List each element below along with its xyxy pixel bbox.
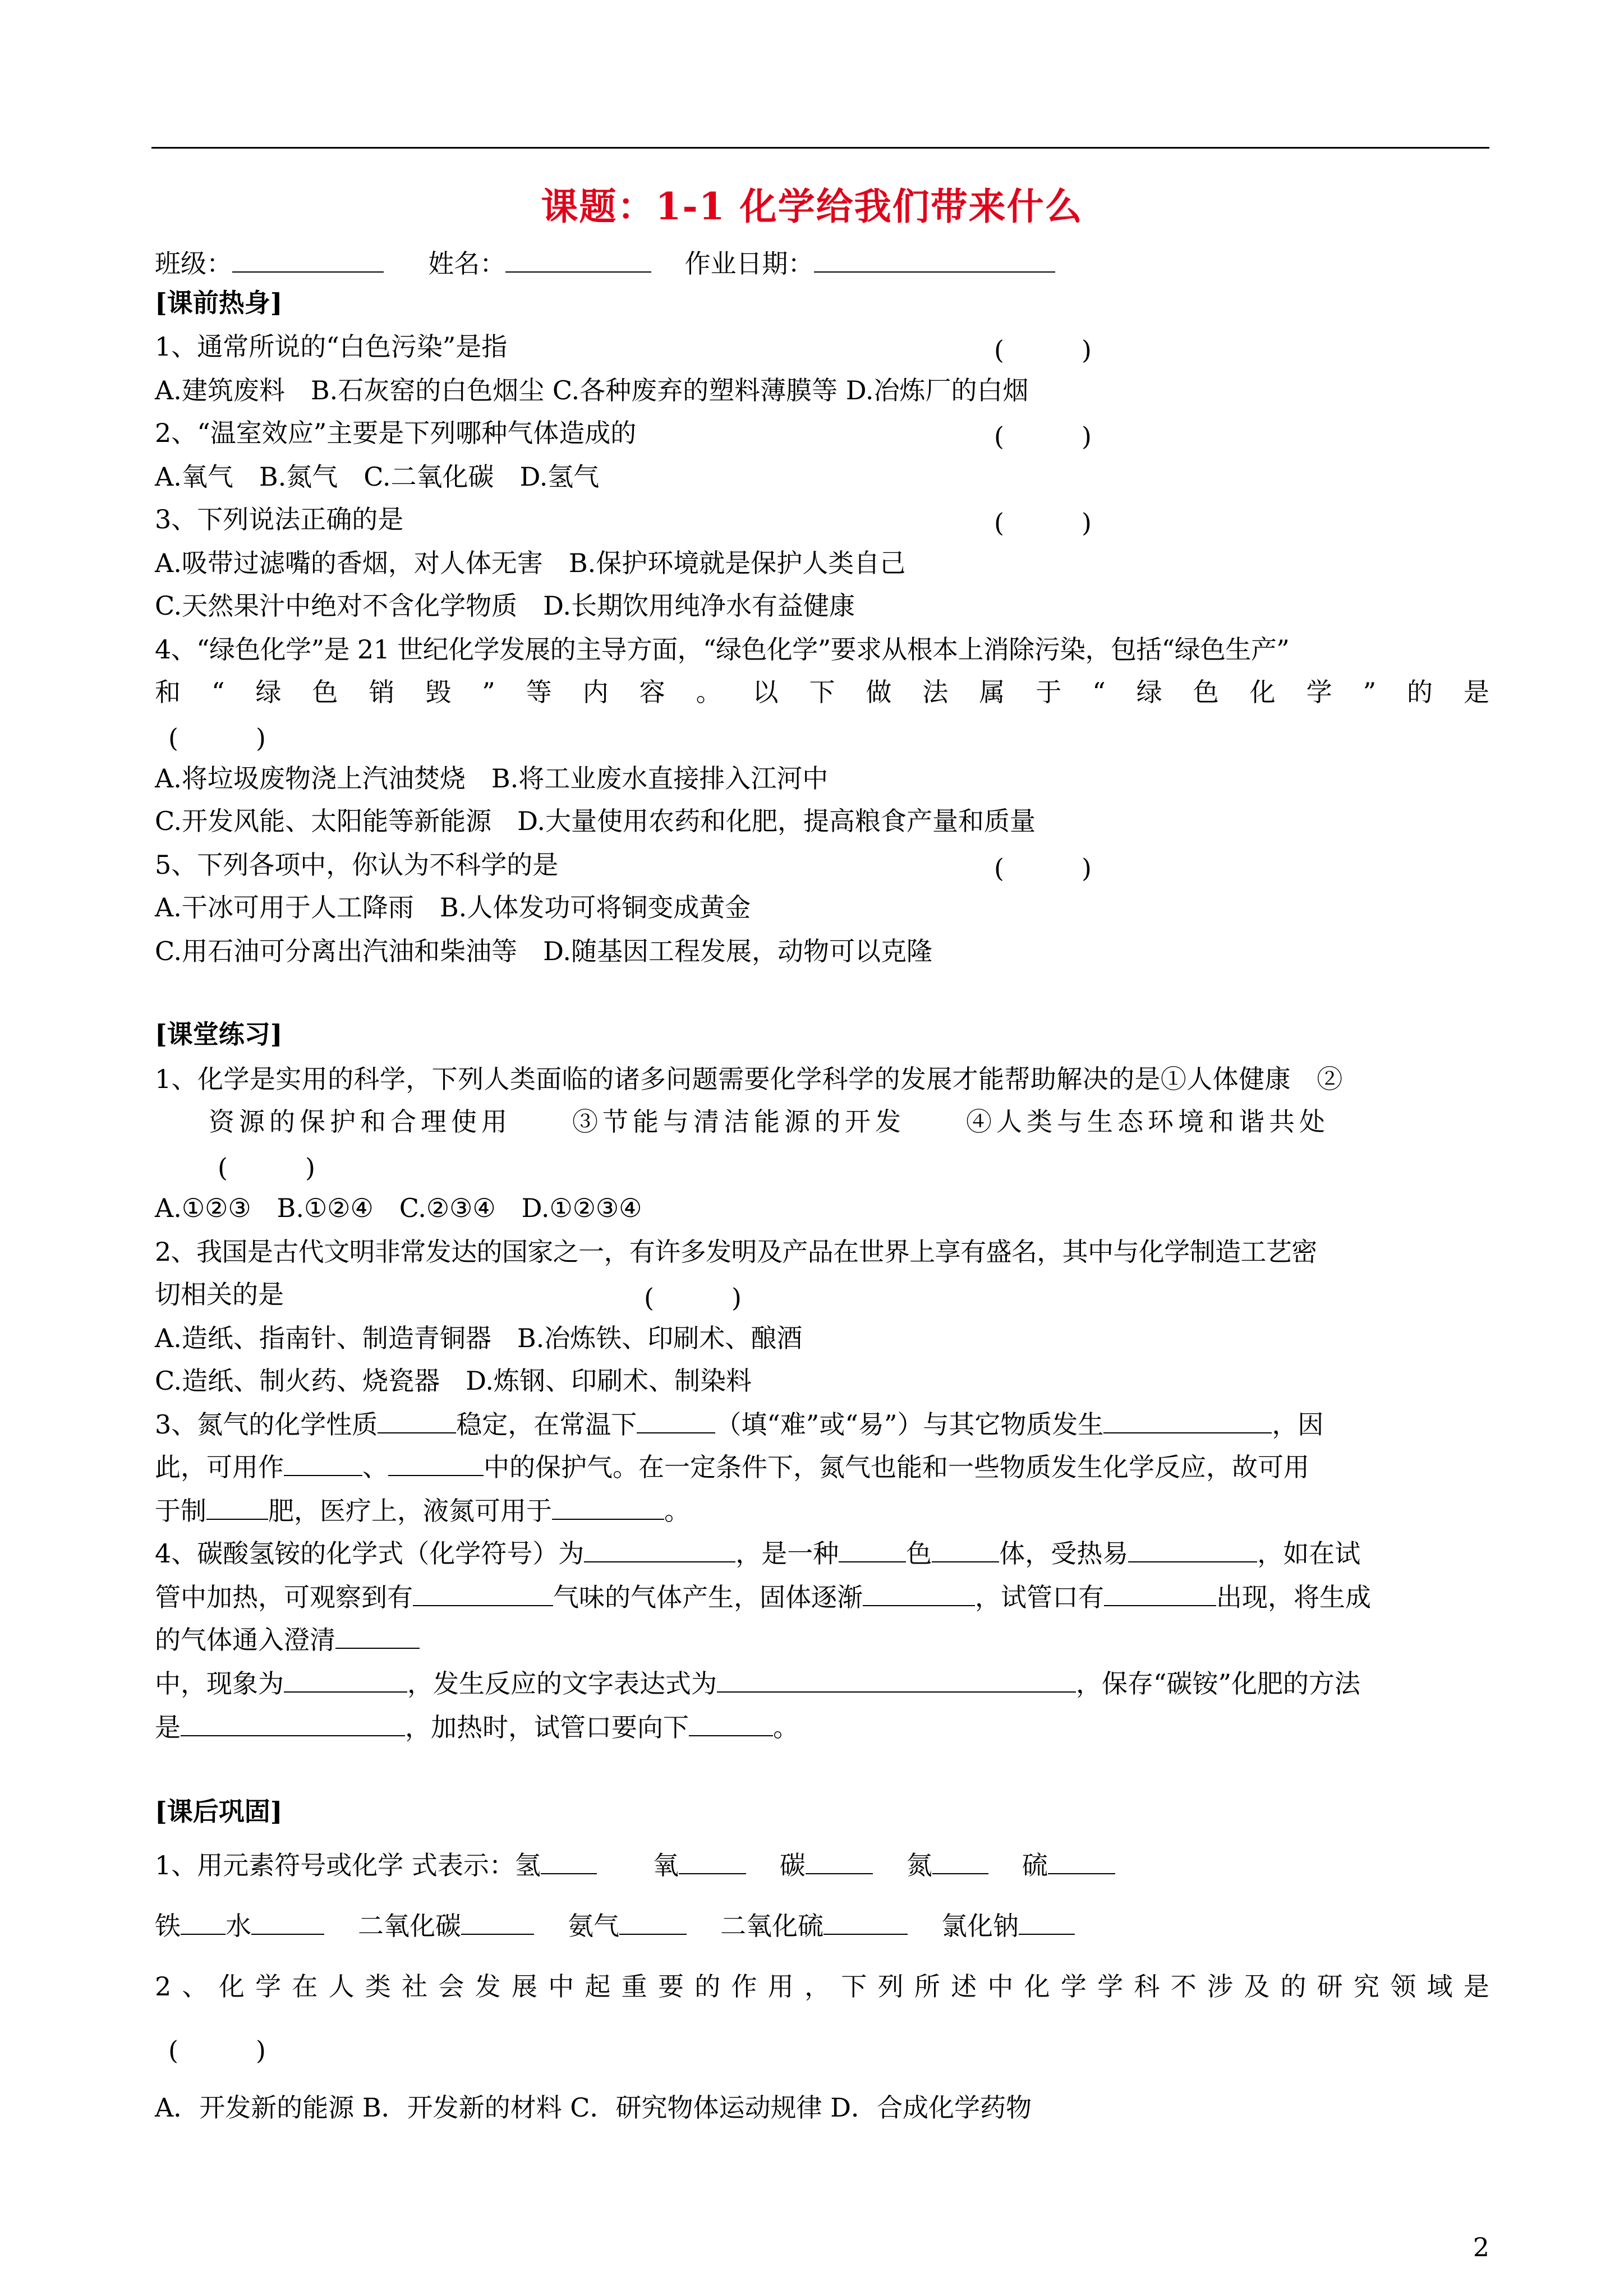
practice-q4-line-5: 是 ，加热时，试管口要向下 。 <box>155 1711 1489 1744</box>
blank-field[interactable] <box>413 1580 553 1606</box>
answer-paren[interactable]: ( ) <box>218 1152 315 1183</box>
blank-field[interactable] <box>1019 1909 1075 1935</box>
practice-q4-line-1: 4、碳酸氢铵的化学式（化学符号）为 ，是一种 色 体，受热易 ，如在试 <box>155 1537 1489 1570</box>
blank-field[interactable] <box>619 1909 687 1935</box>
blank-field[interactable] <box>206 1494 268 1520</box>
warmup-q1-options: A.建筑废料 B.石灰窑的白色烟尘 C.各种废弃的塑料薄膜等 D.冶炼厂的白烟 <box>155 375 1029 405</box>
blank-field[interactable] <box>284 1450 362 1476</box>
blank-field[interactable] <box>251 1909 324 1935</box>
practice-q3-line-1: 3、氮气的化学性质 稳定，在常温下 （填“难”或“易”）与其它物质发生 ，因 <box>155 1408 1489 1441</box>
blank-field[interactable] <box>689 1711 773 1736</box>
blank-field[interactable] <box>1128 1537 1257 1562</box>
blank-field[interactable] <box>863 1580 975 1606</box>
blank-field[interactable] <box>1048 1848 1115 1874</box>
page-title: 课题：1-1 化学给我们带来什么 <box>541 185 1083 228</box>
blank-field[interactable] <box>461 1909 534 1935</box>
practice-q3-line-2: 此，可用作 、 中的保护气。在一定条件下，氮气也能和一些物质发生化学反应，故可用 <box>155 1450 1489 1484</box>
consolidate-q1-row-2: 铁 水 二氧化碳 氨气 二氧化硫 氯化钠 <box>155 1909 1489 1943</box>
warmup-q1: 1、通常所说的“白色污染”是指 <box>155 331 508 362</box>
practice-q4-line-3: 的气体通入澄清 <box>155 1623 1489 1657</box>
name-field[interactable] <box>505 247 651 273</box>
warmup-q2-options: A.氧气 B.氮气 C.二氧化碳 D.氢气 <box>155 462 600 492</box>
blank-field[interactable] <box>823 1909 908 1935</box>
blank-field[interactable] <box>541 1848 597 1874</box>
answer-paren[interactable]: ( ) <box>994 853 1092 883</box>
blank-field[interactable] <box>637 1408 715 1433</box>
blank-field[interactable] <box>1103 1408 1272 1433</box>
blank-field[interactable] <box>1104 1580 1216 1606</box>
section-warmup: [课前热身] <box>155 288 283 318</box>
practice-q2-options-2: C.造纸、制火药、烧瓷器 D.炼钢、印刷术、制染料 <box>155 1366 752 1396</box>
section-consolidate: [课后巩固] <box>155 1796 283 1827</box>
warmup-q5-options-1: A.干冰可用于人工降雨 B.人体发功可将铜变成黄金 <box>155 892 751 923</box>
blank-field[interactable] <box>552 1494 664 1520</box>
student-info-row <box>155 247 1489 280</box>
practice-q2-line-1: 2、我国是古代文明非常发达的国家之一，有许多发明及产品在世界上享有盛名，其中与化学制造工艺密 <box>155 1237 1317 1267</box>
warmup-q4-line-1: 4、“绿色化学”是 21 世纪化学发展的主导方面，“绿色化学”要求从根本上消除污染，包括“绿色生产” <box>155 634 1290 665</box>
practice-q2-options-1: A.造纸、指南针、制造青铜器 B.冶炼铁、印刷术、酿酒 <box>155 1323 803 1353</box>
answer-paren[interactable]: ( ) <box>994 335 1092 365</box>
blank-field[interactable] <box>679 1848 746 1874</box>
blank-field[interactable] <box>932 1848 988 1874</box>
consolidate-q2-line-1: 2 、 化 学 在 人 类 社 会 发 展 中 起 重 要 的 作 用 ， 下 列 所 述 中 化 学 学 科 不 涉 及 的 研 究 领 域 是 <box>155 1971 1489 2002</box>
warmup-q4-options-2: C.开发风能、太阳能等新能源 D.大量使用农药和化肥，提高粮食产量和质量 <box>155 806 1036 836</box>
warmup-q5-options-2: C.用石油可分离出汽油和柴油等 D.随基因工程发展，动物可以克隆 <box>155 936 933 966</box>
warmup-q3-options-1: A.吸带过滤嘴的香烟，对人体无害 B.保护环境就是保护人类自己 <box>155 548 906 578</box>
blank-field[interactable] <box>284 1667 407 1693</box>
blank-field[interactable] <box>378 1408 456 1433</box>
consolidate-q2-options: A．开发新的能源 B．开发新的材料 C．研究物体运动规律 D．合成化学药物 <box>155 2092 1032 2123</box>
date-field[interactable] <box>814 247 1055 273</box>
practice-q1-line-2: 资源的保护和合理使用 ③节能与清洁能源的开发 ④人类与生态环境和谐共处 <box>209 1106 1329 1137</box>
warmup-q2: 2、“温室效应”主要是下列哪种气体造成的 <box>155 418 637 448</box>
blank-field[interactable] <box>717 1667 1076 1693</box>
answer-paren[interactable]: ( ) <box>168 723 266 753</box>
blank-field[interactable] <box>181 1909 226 1935</box>
answer-paren[interactable]: ( ) <box>168 2035 266 2066</box>
blank-field[interactable] <box>181 1711 405 1736</box>
practice-q2-line-2: 切相关的是 <box>155 1279 284 1310</box>
warmup-q4-options-1: A.将垃圾废物浇上汽油焚烧 B.将工业废水直接排入江河中 <box>155 763 829 794</box>
warmup-q4-line-2: 和 “ 绿 色 销 毁 ” 等 内 容 。 以 下 做 法 属 于 “ 绿 色 化 学 ” 的 是 <box>155 677 1489 707</box>
section-practice: [课堂练习] <box>155 1019 283 1049</box>
warmup-q3: 3、下列说法正确的是 <box>155 504 404 534</box>
answer-paren[interactable]: ( ) <box>994 508 1092 538</box>
practice-q4-line-4: 中，现象为 ，发生反应的文字表达式为 ，保存“碳铵”化肥的方法 <box>155 1667 1489 1700</box>
class-label: 班级： <box>155 248 232 279</box>
blank-field[interactable] <box>335 1623 420 1649</box>
answer-paren[interactable]: ( ) <box>644 1283 742 1313</box>
date-label: 作业日期： <box>684 248 814 279</box>
warmup-q5: 5、下列各项中，你认为不科学的是 <box>155 850 559 880</box>
blank-field[interactable] <box>806 1848 873 1874</box>
consolidate-q1-row-1: 1、用元素符号或化学 式表示：氢 氧 碳 氮 硫 <box>155 1848 1489 1882</box>
blank-field[interactable] <box>839 1537 906 1562</box>
name-label: 姓名： <box>428 248 506 279</box>
header-rule <box>151 147 1489 149</box>
practice-q1-options: A.①②③ B.①②④ C.②③④ D.①②③④ <box>155 1193 642 1223</box>
blank-field[interactable] <box>584 1537 735 1562</box>
blank-field[interactable] <box>932 1537 999 1562</box>
warmup-q3-options-2: C.天然果汁中绝对不含化学物质 D.长期饮用纯净水有益健康 <box>155 591 855 621</box>
page-number: 2 <box>1473 2232 1489 2262</box>
class-field[interactable] <box>232 247 384 273</box>
blank-field[interactable] <box>388 1450 484 1476</box>
practice-q4-line-2: 管中加热，可观察到有 气味的气体产生，固体逐渐 ，试管口有 出现，将生成 <box>155 1580 1489 1614</box>
answer-paren[interactable]: ( ) <box>994 421 1092 451</box>
practice-q3-line-3: 于制 肥，医疗上，液氮可用于 。 <box>155 1494 1489 1528</box>
practice-q1-line-1: 1、化学是实用的科学，下列人类面临的诸多问题需要化学科学的发展才能帮助解决的是①人体健康 ② <box>155 1064 1343 1094</box>
